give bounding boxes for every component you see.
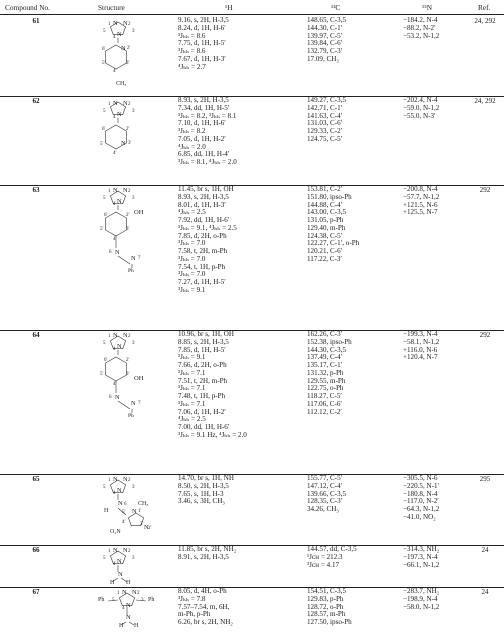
structure-label: 1 — [108, 549, 111, 554]
h-nmr-line: 7.67, d, 1H, H-3′ — [178, 54, 226, 63]
h-nmr-line: ³Jₕₕ = 8.6 — [178, 31, 206, 40]
structure-label: 4 — [113, 491, 116, 496]
c-nmr-col — [307, 331, 352, 416]
structure-label: 2' — [126, 358, 130, 363]
h-nmr-line: 6.85, dd, 1H, H-4′ — [178, 150, 230, 159]
h-nmr-line: 7.85, d, 2H, o-Ph — [178, 231, 227, 240]
structure-label: 3 — [132, 556, 135, 561]
h-nmr-line: 7.65, s, 1H, H-3 — [178, 489, 224, 498]
c-nmr-col — [307, 588, 352, 627]
structure-label: 2' — [126, 213, 130, 218]
structure-label: 7 — [138, 401, 141, 406]
c-nmr-line: 112.12, C-2′ — [307, 407, 342, 416]
structure-label: N — [144, 524, 149, 531]
structure-label: H — [104, 508, 109, 514]
header-structure: Structure — [98, 3, 125, 12]
c-nmr-line: 128.57, m-Ph — [307, 610, 346, 619]
azo-bond-2 — [118, 256, 130, 264]
structure-label: N — [115, 249, 120, 256]
c-nmr-line: 131.05, p-Ph — [307, 216, 344, 224]
header-ref: Ref. — [478, 3, 491, 12]
structure-label: N — [126, 614, 131, 621]
structure-label: N — [126, 602, 131, 609]
structure-label: N — [118, 500, 123, 507]
structure-label: 2 — [128, 189, 131, 194]
c-nmr-line: 129.40, m-Ph — [307, 223, 346, 232]
c-nmr-col — [307, 546, 357, 569]
c-nmr-line: 129.33, C-2′ — [307, 127, 343, 135]
structure-label: N — [118, 571, 123, 578]
structure-label: N — [121, 45, 126, 52]
structure-label: CH₃ — [116, 81, 127, 87]
structure-label: 6 — [124, 502, 127, 507]
structure-label: 3' — [140, 522, 144, 527]
n-nmr-line: +121.5, N-6 — [403, 200, 438, 209]
structure-drawing — [88, 331, 178, 475]
structure-label: Ph — [128, 268, 134, 274]
table-row — [0, 475, 504, 546]
n-nmr-line: −64.3, N-1,2 — [403, 505, 440, 513]
structure-label: 1 — [108, 478, 111, 483]
c-nmr-line: 151.80, ipso-Ph — [307, 192, 352, 201]
h-nmr-line: 8.05, d, 4H, o-Ph — [178, 587, 227, 595]
reference: 292 — [479, 331, 491, 339]
h-nmr-line: ³Jₕₕ = 8.2 — [178, 127, 206, 135]
structure-label: 2' — [127, 46, 131, 51]
c-nmr-line: 139.97, C-5′ — [307, 31, 343, 40]
compound-number: 61 — [32, 17, 40, 25]
structure-label: N — [113, 100, 118, 107]
h-nmr-line: 7.05, d, 1H, H-2′ — [178, 134, 226, 143]
structure-label: 2 — [128, 549, 131, 554]
c-nmr-line: 122.75, o-Ph — [307, 384, 344, 393]
n-nmr-col — [403, 546, 439, 569]
h-nmr-line: ³Jₕₕ = 7.0 — [178, 254, 206, 263]
c-nmr-line: 144.88, C-4′ — [307, 200, 343, 209]
structure-label: 6' — [102, 47, 106, 52]
h-nmr-line: 6.26, br s, 2H, NH₂ — [178, 618, 233, 626]
structure-label: 6' — [104, 213, 108, 218]
structure-drawing — [88, 186, 178, 331]
structure-label: 4 — [113, 202, 116, 207]
structure-label: 4 — [122, 606, 125, 611]
header-rule — [0, 14, 504, 15]
h-nmr-line: ³Jₕₕ = 7.1 — [178, 368, 206, 377]
c-nmr-line: 144.30, C-1′ — [307, 23, 343, 32]
structure-label: N — [117, 31, 122, 38]
structure-label: 5' — [100, 372, 104, 377]
structure-label: N — [117, 487, 122, 494]
structure-label: 4' — [113, 237, 117, 242]
h-nmr-line: 9.16, s, 2H, H-3,5 — [178, 16, 229, 24]
structure-label: 6 — [109, 395, 112, 400]
c-nmr-col — [307, 475, 346, 514]
structure-label: 5 — [103, 109, 106, 114]
structure-label: OH — [134, 209, 144, 216]
table-row — [0, 588, 504, 643]
h-nmr-line: 7.92, dd, 1H, H-6′ — [178, 216, 230, 224]
h-nmr-line: ³Jₕₕ = 9.1 Hz, ⁴Jₕₕ = 2.0 — [178, 430, 247, 439]
structure-label: N — [132, 589, 137, 596]
h-nmr-line: 8.91, s, 2H, H-3,5 — [178, 552, 229, 561]
structure-label: H — [134, 623, 139, 629]
n-nmr-line: −200.8, N-4 — [403, 185, 438, 193]
h-nmr-line: 7.51, t, 2H, m-Ph — [178, 376, 228, 385]
c-nmr-line: 131.32, p-Ph — [307, 368, 344, 377]
c-nmr-line: 17.09, CH₃ — [307, 54, 339, 63]
structure-label: 2 — [128, 478, 131, 483]
n-nmr-line: −117.0, N-2′ — [403, 497, 439, 506]
h-nmr-line: ³Jₕₕ = 7.1 — [178, 384, 206, 393]
structure-label: 3 — [132, 485, 135, 490]
structure-label: 3 — [132, 196, 135, 201]
c-nmr-line: 137.49, C-4′ — [307, 353, 343, 362]
c-nmr-line: 148.65, C-3,5 — [307, 16, 347, 24]
structure-label: 3' — [126, 227, 130, 232]
structure-label: 2' — [148, 526, 152, 531]
structure-label: 7 — [138, 256, 141, 261]
h-nmr-line: ³Jₕₕ = 9.1 — [178, 285, 206, 294]
c-nmr-line: 144.57, dd, C-3,5 — [307, 545, 357, 553]
c-nmr-line: 128.72, o-Ph — [307, 602, 344, 611]
h-nmr-line: 11.45, br s, 1H, OH — [178, 185, 234, 193]
table-row — [0, 17, 504, 97]
structure-label: 5' — [100, 142, 104, 147]
structure-label: 2 — [128, 334, 131, 339]
n-nmr-col — [403, 588, 439, 611]
h-nmr-line: ⁴Jₕₕ = 2.7 — [178, 62, 206, 71]
structure-label: 1 — [108, 22, 111, 27]
n-nmr-line: −57.7, N-1,2 — [403, 192, 440, 201]
n-nmr-line: −41.0, NO₂ — [403, 512, 436, 521]
h-nmr-line: 8.50, s, 2H, H-3,5 — [178, 481, 229, 490]
c-nmr-line: 153.81, C-2′ — [307, 185, 343, 193]
structure-label: N — [113, 20, 118, 27]
table-row — [0, 546, 504, 588]
structure-label: 4' — [113, 151, 117, 156]
structure-label: 4 — [113, 562, 116, 567]
structure-label: N — [123, 332, 128, 339]
h-nmr-line: ³Jₕₕ = 9.1, ⁴Jₕₕ = 2.5 — [178, 223, 237, 232]
structure-label: N — [132, 508, 137, 515]
c-nmr-line: 124.75, C-5′ — [307, 134, 343, 143]
n-nmr-line: +120.4, N-7 — [403, 353, 438, 362]
structure-label: N — [122, 589, 127, 596]
n-nmr-line: +116.0, N-6 — [403, 345, 438, 354]
h-nmr-line: 7.58, t, 2H, m-Ph — [178, 247, 228, 255]
structure-label: N — [123, 20, 128, 27]
structure-label: N — [113, 187, 118, 194]
structure-label: 4 — [113, 347, 116, 352]
h-nmr-line: 10.96, br s, 1H, OH — [178, 330, 234, 338]
structure-label: 4 — [113, 35, 116, 40]
reference: 24, 292 — [474, 97, 496, 105]
n-nmr-line: −55.0, N-3′ — [403, 111, 436, 120]
n-nmr-line: −197.3, N-4 — [403, 552, 438, 561]
h-nmr-line: 8.85, s, 2H, H-3,5 — [178, 337, 229, 346]
reference: 295 — [479, 475, 491, 483]
h-nmr-line: 7.27, d, 1H, H-5′ — [178, 278, 226, 286]
structure-label: 3 — [132, 29, 135, 34]
h-nmr-col — [178, 331, 247, 440]
n-nmr-line: −283.7, NH₂ — [403, 587, 440, 595]
n-nmr-line: −180.8, N-4 — [403, 489, 438, 498]
c-nmr-line: 129.55, m-Ph — [307, 376, 346, 385]
structure-label: N — [117, 111, 122, 118]
n-nmr-col — [403, 17, 439, 40]
azo-bond-2 — [118, 401, 130, 409]
structure-label: N — [117, 198, 122, 205]
h-nmr-line: 7.85, d, 1H, H-5′ — [178, 345, 226, 354]
compound-number: 62 — [32, 97, 40, 105]
c-nmr-line: 143.00, C-3,5 — [307, 208, 347, 217]
structure-label: 5' — [100, 227, 104, 232]
structure-label: 3 — [132, 341, 135, 346]
c-nmr-line: 155.77, C-5′ — [307, 474, 343, 482]
c-nmr-line: 147.12, C-4′ — [307, 481, 343, 490]
c-nmr-line: 122.27, C-1′, o-Ph — [307, 239, 360, 248]
structure-drawing — [88, 97, 178, 186]
h-nmr-line: 7.10, d, 1H, H-6′ — [178, 119, 226, 128]
aryl-ring — [106, 357, 127, 381]
compound-number: 65 — [32, 475, 40, 483]
structure-label: N — [123, 476, 128, 483]
structure-label: CH₃ — [138, 501, 149, 507]
structure-label: 5 — [103, 485, 106, 490]
structure-drawing — [88, 17, 178, 97]
header-compound: Compound No. — [5, 3, 50, 12]
h-nmr-line: 7.06, d, 1H, H-2′ — [178, 407, 226, 416]
structure-label: N — [121, 140, 126, 147]
c-nmr-line: ³Jᴄʜ = 4.17 — [307, 560, 340, 569]
structure-label: 3' — [126, 372, 130, 377]
c-nmr-line: 124.38, C-5′ — [307, 231, 343, 240]
structure-label: 5 — [112, 598, 115, 603]
structure-label: 6 — [109, 250, 112, 255]
structure-label: 4 — [113, 115, 116, 120]
n-nmr-line: −53.2, N-1,2 — [403, 31, 440, 40]
structure-label: N — [123, 100, 128, 107]
c-nmr-line: 144.30, C-3,5 — [307, 345, 347, 354]
structure-label: 5 — [103, 29, 106, 34]
structure-label: H — [110, 580, 115, 586]
h-nmr-col — [178, 546, 236, 562]
n-nmr-line: −198.9, N-4 — [403, 594, 438, 603]
structure-label: 1 — [108, 189, 111, 194]
h-nmr-col — [178, 588, 233, 627]
structure-label: N — [123, 187, 128, 194]
structure-label: N — [123, 547, 128, 554]
h-nmr-line: 7.48, t, 1H, p-Ph — [178, 392, 226, 400]
structure-label: 2 — [128, 22, 131, 27]
structure-drawing — [88, 475, 178, 546]
structure-label: O₂N — [110, 529, 121, 535]
structure-drawing — [88, 588, 178, 643]
reference: 24, 292 — [474, 17, 496, 25]
table-header — [0, 0, 504, 14]
structure-label: N — [115, 394, 120, 401]
structure-label: 1 — [117, 591, 120, 596]
compound-number: 67 — [32, 588, 40, 596]
structure-label: 5 — [103, 341, 106, 346]
structure-label: 5 — [103, 556, 106, 561]
n-nmr-line: −58.1, N-1,2 — [403, 337, 440, 346]
c-nmr-line: 142.71, C-1′ — [307, 103, 343, 112]
structure-label: 5' — [102, 61, 106, 66]
reference: 24 — [481, 546, 489, 554]
h-nmr-line: 14.70, br s, 1H, NH — [178, 474, 234, 482]
structure-label: N — [113, 476, 118, 483]
h-nmr-line: 8.93, s, 2H, H-3,5 — [178, 96, 229, 104]
h-nmr-line: 7.00, dd, 1H, H-6′ — [178, 423, 230, 431]
c-nmr-col — [307, 97, 346, 144]
c-nmr-line: 162.26, C-3′ — [307, 330, 343, 338]
structure-label: N — [131, 255, 136, 262]
c-nmr-line: 141.63, C-4′ — [307, 111, 343, 120]
header-15n: ¹⁵N — [422, 3, 433, 12]
structure-label: OH — [134, 375, 144, 382]
c-nmr-line: 127.50, ipso-Ph — [307, 618, 352, 626]
structure-label: 4' — [122, 520, 126, 525]
h-nmr-line: ³Jₕₕ = 7.1 — [178, 399, 206, 408]
c-nmr-line: 132.79, C-3′ — [307, 47, 343, 55]
structure-label: 5 — [103, 196, 106, 201]
structure-label: 2' — [126, 127, 130, 132]
c-nmr-col — [307, 186, 359, 264]
c-nmr-line: 154.51, C-3,5 — [307, 587, 347, 595]
n-nmr-line: +125.5, N-7 — [403, 208, 438, 217]
h-nmr-line: ³Jₕₕ = 7.0 — [178, 239, 206, 248]
h-nmr-line: 8.24, d, 1H, H-6′ — [178, 23, 226, 32]
h-nmr-line: 7.54, t, 1H, p-Ph — [178, 262, 226, 271]
structure-label: N — [117, 343, 122, 350]
c-nmr-line: 117.06, C-6′ — [307, 399, 342, 408]
n-nmr-line: −66.1, N-1,2 — [403, 560, 440, 569]
c-nmr-line: 131.03, C-6′ — [307, 119, 343, 128]
structure-label: Ph — [128, 413, 134, 419]
h-nmr-line: ³Jₕₕ = 7.8 — [178, 594, 206, 603]
h-nmr-line: 7.57–7.54, m, 6H, — [178, 602, 230, 611]
h-nmr-line: 3.46, s, 3H, CH₃ — [178, 497, 225, 506]
n-nmr-col — [403, 475, 439, 522]
n-nmr-line: −220.5, N-1′ — [403, 481, 440, 490]
table-row — [0, 186, 504, 331]
h-nmr-line: 7.34, dd, 1H, H-5′ — [178, 103, 230, 112]
h-nmr-col — [178, 97, 237, 167]
h-nmr-line: ⁴Jₕₕ = 2.0 — [178, 142, 206, 151]
structure-label: 3' — [128, 141, 132, 146]
h-nmr-line: ⁴Jₕₕ = 2.5 — [178, 415, 206, 424]
n-nmr-line: −314.3, NH₂ — [403, 545, 440, 553]
c-nmr-line: 139.84, C-6′ — [307, 39, 343, 48]
structure-label: 4' — [113, 69, 117, 74]
reference: 292 — [479, 186, 491, 194]
table-row — [0, 331, 504, 475]
compound-number: 66 — [32, 546, 40, 554]
table-row — [0, 97, 504, 186]
structure-label: 4' — [113, 382, 117, 387]
h-nmr-line: 8.93, s, 2H, H-3,5 — [178, 192, 229, 201]
c-nmr-line: 34.26, CH₃ — [307, 505, 339, 513]
structure-label: 3 — [141, 598, 144, 603]
structure-label: Ph — [148, 597, 155, 603]
structure-label: N — [113, 547, 118, 554]
reference: 24 — [481, 588, 489, 596]
h-nmr-line: 7.75, d, 1H, H-5′ — [178, 39, 226, 48]
h-nmr-col — [178, 475, 234, 506]
h-nmr-line: ³Jₕₕ = 7.0 — [178, 270, 206, 279]
c-nmr-line: 129.83, p-Ph — [307, 594, 344, 603]
structure-drawing — [88, 546, 178, 588]
c-nmr-line: 152.38, ipso-Ph — [307, 337, 352, 346]
h-nmr-line: ³Jₕₕ = 8.2, ³Jₕₕ = 8.1 — [178, 111, 237, 120]
h-nmr-line: ³Jₕₕ = 8.6 — [178, 47, 206, 55]
h-nmr-col — [178, 186, 237, 295]
structure-label: H — [126, 580, 131, 586]
c-nmr-line: 117.22, C-3′ — [307, 254, 342, 263]
h-nmr-line: ⁴Jₕₕ = 2.5 — [178, 208, 206, 217]
aryl-ring — [106, 212, 127, 236]
compound-number: 63 — [32, 186, 40, 194]
c-nmr-line: ¹Jᴄʜ = 212.3 — [307, 552, 343, 561]
h-nmr-line: ³Jₕₕ = 8.1, ⁴Jₕₕ = 2.0 — [178, 158, 237, 166]
h-nmr-line: m-Ph, p-Ph — [178, 610, 211, 619]
structure-label: 6' — [104, 358, 108, 363]
h-nmr-line: 7.66, d, 2H, o-Ph — [178, 361, 227, 369]
c-nmr-line: 149.27, C-3,5 — [307, 96, 347, 104]
h-nmr-line: 11.85, br s, 2H, NH₂ — [178, 545, 237, 553]
structure-label: 1 — [108, 102, 111, 107]
n-nmr-col — [403, 186, 439, 217]
structure-label: 1' — [138, 509, 142, 514]
n-nmr-line: −184.2, N-4 — [403, 16, 438, 24]
structure-label: H — [119, 623, 124, 629]
structure-label: N — [117, 558, 122, 565]
structure-label: Ph — [98, 597, 105, 603]
n-nmr-line: −199.3, N-4 — [403, 330, 438, 338]
c-nmr-col — [307, 17, 346, 64]
h-nmr-line: 8.01, d, 1H, H-3′ — [178, 200, 226, 209]
n-nmr-line: −305.5, N-6 — [403, 474, 438, 482]
h-nmr-col — [178, 17, 229, 71]
structure-label: 5' — [122, 510, 126, 515]
c-nmr-line: 139.66, C-3,5 — [307, 489, 347, 498]
c-nmr-line: 135.17, C-1′ — [307, 361, 343, 369]
c-nmr-line: 128.35, C-3′ — [307, 497, 343, 506]
n-nmr-line: −88.2, N-2′ — [403, 23, 436, 32]
c-nmr-line: 120.21, C-6′ — [307, 247, 343, 255]
header-13c: ¹³C — [331, 3, 341, 12]
structure-label: N — [131, 400, 136, 407]
n-nmr-line: −202.4, N-4 — [403, 96, 438, 104]
structure-label: 3 — [132, 109, 135, 114]
structure-label: 6' — [102, 127, 106, 132]
structure-label: 2 — [128, 102, 131, 107]
n-nmr-line: −58.0, N-1,2 — [403, 602, 440, 611]
h-nmr-line: ³Jₕₕ = 9.1 — [178, 353, 206, 362]
n-nmr-col — [403, 331, 439, 362]
c-nmr-line: 118.27, C-5′ — [307, 392, 342, 400]
structure-label: 1 — [108, 334, 111, 339]
n-nmr-col — [403, 97, 439, 120]
structure-label: 3' — [126, 61, 130, 66]
header-1h: ¹H — [225, 3, 233, 12]
structure-label: 2 — [137, 591, 140, 596]
structure-label: N — [113, 332, 118, 339]
compound-number: 64 — [32, 331, 40, 339]
n-nmr-line: −59.0, N-1,2 — [403, 103, 440, 112]
